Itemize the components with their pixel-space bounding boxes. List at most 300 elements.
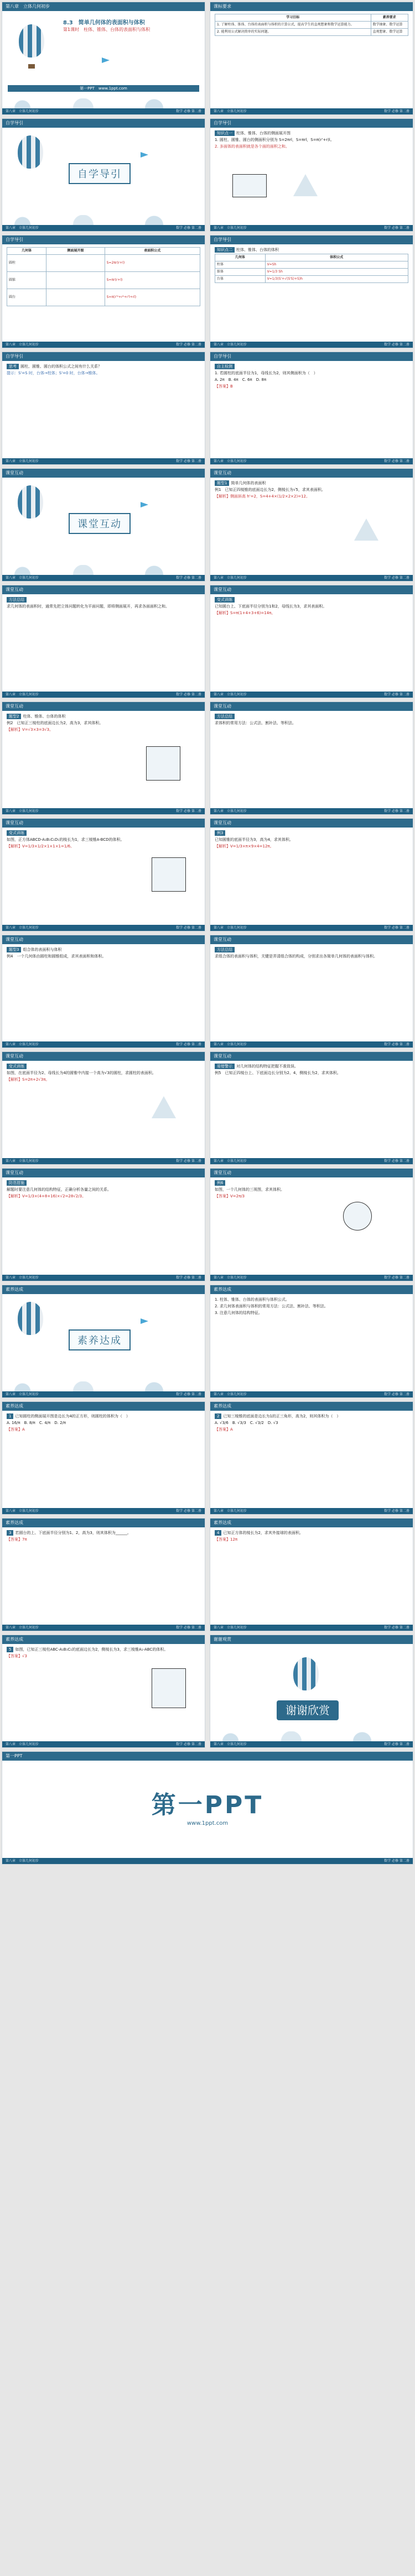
table-cell: 圆台 [7,289,46,306]
slide-footer [2,1041,205,1048]
text-line: 简单几何体的表面积 [231,481,266,485]
table-cell: S=πr(r+l) [105,272,200,289]
brand-logo-wrap [2,1785,413,1826]
text-line: 已知三棱锥的底面是边长为1的正三角形，高为2，则其体积为（ ） [223,1414,341,1418]
balloon-icon [19,24,44,57]
slide-knowledge-1[interactable] [210,118,413,232]
footer-left: 第八章 立体几何初步 [6,693,39,697]
tag-label: 方法总结 [7,597,27,603]
slide-example-3[interactable] [210,818,413,931]
slide-example-4[interactable] [2,935,205,1048]
text-line: 例4 一个几何体由圆柱和圆锥组成，求其表面积和体积。 [7,954,106,959]
paper-plane-icon [141,152,148,158]
footer-right: 数学 必修 第二册 [176,459,201,463]
footer-right: 数学 必修 第二册 [384,1742,409,1746]
balloon-icon [18,135,43,169]
slide-body [210,478,413,503]
footer-left: 第八章 立体几何初步 [214,343,247,347]
slide-body [2,1527,205,1546]
table-cell: V=1/3(S'+√(S'S)+S)h [265,276,408,283]
tag-label: 方法总结 [215,947,235,952]
slide-example-2[interactable] [2,701,205,815]
footer-right: 数学 必修 第二册 [384,1626,409,1630]
cube-figure [152,857,186,892]
answer-line: 【解析】S=2π+2√3π。 [7,1077,50,1082]
slide-body [210,944,413,963]
slide-header: 自学导引 [210,235,413,244]
text-line: 组合体的表面积与体积 [23,947,62,952]
slide-header: 课堂互动 [210,819,413,828]
table-header: 几何体 [7,248,46,255]
slide-body [2,1644,205,1663]
slide-header: 素养达成 [210,1285,413,1294]
slide-footer [210,342,413,348]
slide-footer [2,1741,205,1747]
paper-plane-icon [141,1318,148,1324]
text-line: 若圆台的上、下底面半径分别为1、2，高为3，则其体积为______。 [15,1531,131,1535]
text-line: 1. 圆柱、圆锥、圆台的侧面积分别为 S=2πrl，S=πrl，S=π(r'+r)l。 [215,138,334,142]
lesson-title: 8.3 简单几何体的表面积与体积 [63,20,145,26]
slide-header: 课堂互动 [2,702,205,711]
slide-footer [210,1741,413,1747]
tag-label: 变式训练 [215,597,235,603]
slide-header: 素养达成 [2,1635,205,1644]
pyramid-figure [293,174,318,196]
tag-label: 3 [7,1530,13,1536]
footer-right: 数学 必修 第二册 [176,343,201,347]
slide-header: 谢谢观赏 [210,1635,413,1644]
slide-body [210,1177,413,1203]
slide-header: 自学导引 [2,235,205,244]
slide-body [210,244,413,286]
tag-label: 题型3 [7,947,21,952]
slide-body [2,1177,205,1203]
slide-variant-3[interactable] [2,1051,205,1165]
slide-footer [2,458,205,464]
answer-line: 【解析】侧面斜高 h'=2，S=4+4×(1/2×2×2)=12。 [215,494,310,499]
text-line: 柱体、锥体、台体的侧面展开图 [236,131,290,135]
slide-footer [210,1041,413,1048]
slide-header: 素养达成 [2,1285,205,1294]
brand-url: www.1ppt.com [186,1820,229,1826]
answer-line: 【答案】V=2π/3 [215,1194,245,1198]
slide-goals[interactable] [210,2,413,115]
tag-label: 1 [7,1413,13,1419]
text-line: 求几何体的表面积时，通常先把立体问题转化为平面问题，即将侧面展开，再求各面面积之和。 [7,604,169,609]
footer-right: 数学 必修 第二册 [176,1392,201,1396]
footer-left: 第八章 立体几何初步 [6,226,39,230]
prism-figure [232,174,267,197]
table-header: 表面积公式 [105,248,200,255]
slide-footer [210,108,413,114]
answer-line: 【答案】B [215,384,233,389]
footer-left: 第八章 立体几何初步 [6,926,39,930]
slide-body [210,594,413,620]
slide-volume-table[interactable] [210,235,413,348]
cloud-decoration [2,565,205,575]
slide-footer [210,1508,413,1514]
slide-footer [210,1625,413,1631]
footer-left: 第八章 立体几何初步 [214,1159,247,1163]
slide-body [210,128,413,153]
section-title-wrap [69,163,131,184]
footer-left: 第八章 立体几何初步 [6,1043,39,1046]
text-line: 2. 求几何体表面积与体积的常用方法：公式法、割补法、等积法。 [215,1304,328,1308]
footer-left: 第八章 立体几何初步 [214,1742,247,1746]
slide-header: 课堂互动 [210,585,413,594]
slide-section-self-study[interactable] [2,118,205,232]
tag-label: 2 [215,1413,221,1419]
footer-right: 数学 必修 第二册 [384,109,409,113]
answer-line: 【解析】V=1/3×π×9×4=12π。 [215,844,274,849]
slide-header: 课堂互动 [2,469,205,478]
table-cell: 柱体 [215,261,266,269]
balloon-icon [18,1302,43,1335]
tag-label: 思考 [7,364,19,369]
footer-left: 第八章 立体几何初步 [214,1392,247,1396]
text-line: 3. 注意几何体的结构特征。 [215,1311,262,1315]
brand-url: www.1ppt.com [98,86,127,91]
slide-prevent[interactable] [2,1168,205,1281]
slide-footer [2,108,205,114]
tag-label: 4 [215,1530,221,1536]
slide-footer [2,575,205,581]
footer-left: 第八章 立体几何初步 [6,1509,39,1513]
footer-right: 数学 必修 第二册 [176,1159,201,1163]
slide-body [2,594,205,613]
slide-body [2,244,205,309]
table-header: 几何体 [215,254,266,261]
text-line: 如图，一个几何体的三视图，求其体积。 [215,1187,284,1192]
footer-right: 数学 必修 第二册 [384,576,409,580]
tag-label: 易错警示 [215,1064,235,1069]
footer-right: 数学 必修 第二册 [384,1043,409,1046]
slide-body [210,828,413,853]
footer-right: 数学 必修 第二册 [176,1742,201,1746]
table-cell [46,289,105,306]
tag-label: 自主检测 [215,364,235,369]
tag-label: 知识点一 [215,130,235,136]
slide-footer [2,225,205,231]
cloud-decoration [2,215,205,225]
footer-right: 数学 必修 第二册 [384,459,409,463]
slide-header: 课堂互动 [210,935,413,944]
table-cell: 直观想象、数学运算 [371,29,408,36]
tag-label: 变式训练 [7,830,27,836]
footer-right: 数学 必修 第二册 [384,1276,409,1280]
footer-right: 数学 必修 第二册 [384,226,409,230]
text-line: 2. 多面体的表面积就是各个面的面积之和。 [215,144,289,149]
paper-plane-icon [141,502,148,507]
brand-text: 第一PPT [80,86,95,91]
balloon-icon [293,1657,319,1690]
slide-example-1[interactable] [210,468,413,582]
slide-footer [2,1158,205,1164]
brand-logo: 第一PPT [151,1791,264,1819]
volume-table [215,254,408,283]
slide-footer [210,575,413,581]
footer-right: 数学 必修 第二册 [384,1392,409,1396]
slide-body [2,944,205,963]
pyramid-figure [354,519,378,541]
cloud-decoration [2,98,205,108]
text-line: A. 16/π B. 8/π C. 4/π D. 2/π [7,1421,66,1425]
footer-left: 第八章 立体几何初步 [6,459,39,463]
slide-header: 第一PPT [2,1752,413,1761]
text-line: 如图，正方体ABCD-A₁B₁C₁D₁的棱长为1，求三棱锥A-BCD的体积。 [7,837,124,842]
slide-body [2,828,205,853]
slide-think[interactable] [2,352,205,465]
text-line: 1. 若圆柱的底面半径为1，母线长为2，则其侧面积为（ ） [215,371,318,375]
footer-left: 第八章 立体几何初步 [214,459,247,463]
slide-footer [210,1158,413,1164]
footer-left: 第八章 立体几何初步 [214,809,247,813]
slide-footer [2,1275,205,1281]
slide-footer [2,1391,205,1397]
tag-label: 5 [7,1647,13,1652]
footer-right: 数学 必修 第二册 [176,109,201,113]
section-title-wrap [69,513,131,534]
footer-right: 数学 必修 第二册 [176,1276,201,1280]
slide-body [210,1527,413,1546]
slide-body [2,711,205,736]
text-line: 求组合体的表面积与体积，关键是弄清组合体的构成，分别求出各简单几何体的表面积与体积。 [215,954,377,959]
slide-exercise-4[interactable] [210,1518,413,1631]
slide-method-2[interactable] [210,701,413,815]
section-title: 自学导引 [69,163,131,184]
table-cell: 台体 [215,276,266,283]
footer-right: 数学 必修 第二册 [176,226,201,230]
lesson-subtitle: 第1课时 柱体、锥体、台体的表面积与体积 [63,27,151,32]
slide-body [2,1411,205,1436]
slide-header: 素养达成 [210,1519,413,1527]
slide-header: 课堂互动 [210,1052,413,1061]
footer-left: 第八章 立体几何初步 [214,1276,247,1280]
answer-line: 【答案】7π [7,1537,27,1542]
slide-footer [2,342,205,348]
tag-label: 变式训练 [7,1064,27,1069]
slide-footer [210,925,413,931]
slide-surface-table[interactable] [2,235,205,348]
footer-left: 第八章 立体几何初步 [214,1509,247,1513]
footer-right: 数学 必修 第二册 [384,693,409,697]
slide-header: 课堂互动 [2,1052,205,1061]
brand-bar [8,85,199,92]
footer-left: 第八章 立体几何初步 [6,576,39,580]
table-cell [46,272,105,289]
answer-line: 【答案】12π [215,1537,238,1542]
footer-left: 第八章 立体几何初步 [6,343,39,347]
thanks-wrap [277,1701,339,1718]
footer-left: 第八章 立体几何初步 [214,1626,247,1630]
slide-header: 素养达成 [210,1402,413,1411]
slide-cover[interactable] [2,2,205,115]
text-line: 例5 已知正四棱台上、下底面边长分别为2、4，侧棱长为2，求其体积。 [215,1071,341,1075]
table-cell: 1. 了解柱体、锥体、台体的表面积与体积的计算公式，提高学生的直观想象和数学运算能力。 [215,22,371,29]
footer-right: 数学 必修 第二册 [384,343,409,347]
footer-right: 数学 必修 第二册 [176,1626,201,1630]
slide-body [2,361,205,380]
text-line: 已知圆柱的侧面展开图是边长为4的正方形，则圆柱的体积为（ ） [15,1414,130,1418]
slide-variant-1[interactable] [210,585,413,698]
slide-header: 自学导引 [210,119,413,128]
slide-example-6[interactable] [210,1168,413,1281]
slide-warning[interactable] [210,1051,413,1165]
slide-self-check[interactable] [210,352,413,465]
slide-body [210,11,413,39]
table-cell: 圆锥 [7,272,46,289]
table-cell: V=Sh [265,261,408,269]
slide-header: 课堂互动 [210,1169,413,1177]
footer-left: 第八章 立体几何初步 [214,576,247,580]
slide-header: 课堂互动 [2,1169,205,1177]
slide-header: 课堂互动 [2,935,205,944]
slide-footer [2,1508,205,1514]
footer-right: 数学 必修 第二册 [384,1509,409,1513]
text-line: 解题时要注意几何体的结构特征，正确分析各量之间的关系。 [7,1187,111,1192]
slide-body [210,1061,413,1080]
tag-label: 知识点二 [215,247,235,253]
answer-line: 【解析】V=1/3×(4+8+16)×√2=28√2/3。 [7,1194,86,1198]
slide-header: 自学导引 [2,352,205,361]
slide-body [210,361,413,393]
footer-right: 数学 必修 第二册 [384,1159,409,1163]
text-line: 例1 已知正四棱锥的底面边长为2，侧棱长为√5，求其表面积。 [215,488,325,492]
text-line: 圆柱、圆锥、圆台的体积公式之间有什么关系？ [20,364,102,369]
footer-right: 数学 必修 第二册 [176,809,201,813]
tag-label: 题型2 [7,714,21,719]
text-line: 提示：S'=S 时，台体→柱体；S'=0 时，台体→锥体。 [7,371,100,375]
text-line: 如图，已知正三棱柱ABC-A₁B₁C₁的底面边长为2，侧棱长为3，求三棱锥A₁-ABC的体积。 [15,1647,168,1652]
cloud-decoration [210,1731,413,1741]
answer-line: 【答案】√3 [7,1654,27,1658]
footer-left: 第八章 立体几何初步 [6,809,39,813]
slide-body [2,1061,205,1086]
answer-line: 【解析】S=π(1+4+3+6)=14π。 [215,611,276,615]
slide-method-3[interactable] [210,935,413,1048]
sphere-figure [343,1202,372,1231]
slide-header: 自学导引 [2,119,205,128]
slide-header: 素养达成 [2,1519,205,1527]
slide-method-1[interactable] [2,585,205,698]
tag-label: 防范措施 [7,1180,27,1186]
slide-footer [2,925,205,931]
footer-right: 数学 必修 第二册 [176,576,201,580]
answer-line: 【解析】V=√3×3=3√3。 [7,727,54,732]
slide-exercise-5[interactable] [2,1635,205,1748]
slide-footer [2,1858,413,1864]
text-line: 柱体、锥体、台体的体积 [23,714,66,719]
tag-label: 例3 [215,830,225,836]
table-header: 体积公式 [265,254,408,261]
slide-footer [210,1391,413,1397]
slide-header: 课堂互动 [210,702,413,711]
footer-left: 第八章 立体几何初步 [6,1742,39,1746]
slide-body [210,1294,413,1320]
slide-footer [2,692,205,698]
paper-plane-icon [102,57,110,63]
footer-right: 数学 必修 第二册 [384,1859,409,1863]
slide-summary[interactable] [210,1285,413,1398]
thanks-text: 谢谢欣赏 [277,1700,339,1720]
tag-label: 例6 [215,1180,225,1186]
footer-left: 第八章 立体几何初步 [6,1626,39,1630]
text-line: A. √3/6 B. √3/3 C. √3/2 D. √3 [215,1421,278,1425]
table-cell: S=π(r'²+r²+r'l+rl) [105,289,200,306]
text-line: 如图，在底面半径为2、母线长为4的圆锥中内接一个高为√3的圆柱，求圆柱的表面积。 [7,1071,156,1075]
slide-section-class[interactable] [2,468,205,582]
slide-brand[interactable] [2,1751,413,1865]
footer-right: 数学 必修 第二册 [176,693,201,697]
footer-left: 第八章 立体几何初步 [214,226,247,230]
slide-footer [2,1625,205,1631]
footer-left: 第八章 立体几何初步 [6,1276,39,1280]
table-header: 素养要求 [371,14,408,22]
slide-header: 第八章 立体几何初步 [2,2,205,11]
slide-footer [210,225,413,231]
prism-figure [152,1668,186,1708]
text-line: 例2 已知正三棱柱的底面边长为2，高为3，求其体积。 [7,721,103,725]
text-line: 1. 柱体、锥体、台体的表面积与体积公式。 [215,1297,289,1302]
surface-table [7,247,200,306]
footer-left: 第八章 立体几何初步 [214,109,247,113]
slide-header: 素养达成 [2,1402,205,1411]
balloon-icon [18,485,43,519]
text-line: 对几何体的结构特征把握不准致误。 [236,1064,298,1069]
slide-body [210,711,413,730]
slide-header: 课堂互动 [2,585,205,594]
text-line: 求体积的常用方法：公式法、割补法、等积法。 [215,721,296,725]
answer-line: 【答案】A [7,1427,25,1432]
footer-left: 第八章 立体几何初步 [214,1043,247,1046]
slide-header: 课标要求 [210,2,413,11]
footer-right: 数学 必修 第二册 [176,926,201,930]
table-cell: 锥体 [215,269,266,276]
goals-table [215,14,408,36]
tag-label: 方法总结 [215,714,235,719]
slide-exercise-1[interactable] [2,1401,205,1515]
slide-variant-2[interactable] [2,818,205,931]
answer-line: 【解析】V=1/3×1/2×1×1×1=1/6。 [7,844,75,849]
slide-exercise-3[interactable] [2,1518,205,1631]
slide-footer [210,692,413,698]
slide-header: 课堂互动 [2,819,205,828]
footer-left: 第八章 立体几何初步 [6,109,39,113]
footer-right: 数学 必修 第二册 [384,809,409,813]
slide-footer [210,458,413,464]
table-cell: 2. 能利用公式解决简单的实际问题。 [215,29,371,36]
footer-right: 数学 必修 第二册 [176,1509,201,1513]
table-cell: S=2πr(r+l) [105,255,200,272]
prism-figure [146,746,180,781]
footer-left: 第八章 立体几何初步 [214,926,247,930]
section-title: 素养达成 [69,1329,131,1350]
table-cell: 圆柱 [7,255,46,272]
footer-left: 第八章 立体几何初步 [6,1392,39,1396]
text-line: 柱体、锥体、台体的体积 [236,248,279,252]
text-line: 已知正方体的棱长为2，求其外接球的表面积。 [223,1531,303,1535]
slide-footer [2,808,205,814]
footer-right: 数学 必修 第二册 [384,926,409,930]
slide-section-literacy[interactable] [2,1285,205,1398]
slide-thanks[interactable] [210,1635,413,1748]
table-cell: 数学抽象、数学运算 [371,22,408,29]
cloud-decoration [2,1381,205,1391]
slide-body [210,1411,413,1436]
slide-header: 课堂互动 [210,469,413,478]
slide-exercise-2[interactable] [210,1401,413,1515]
slide-footer [210,808,413,814]
